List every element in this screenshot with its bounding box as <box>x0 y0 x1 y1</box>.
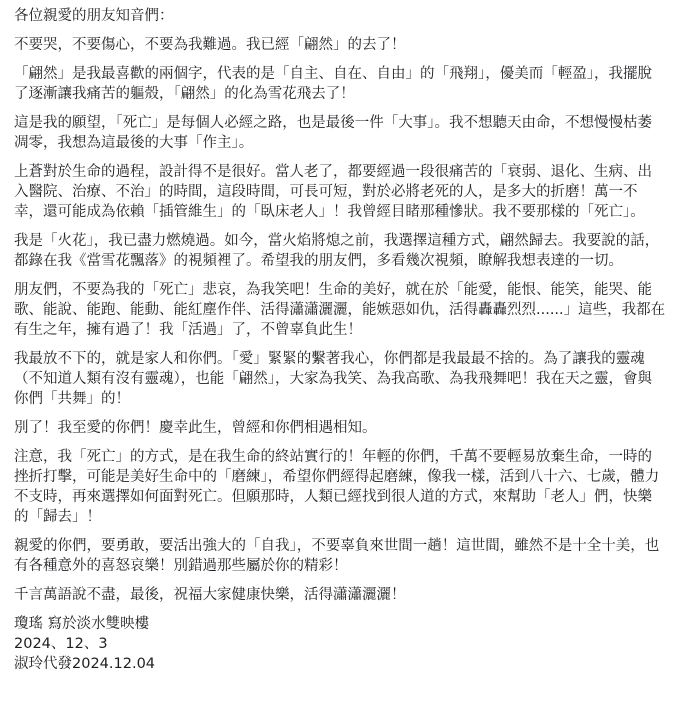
signature-author: 瓊瑤 寫於淡水雙映樓 <box>14 616 150 632</box>
post-greeting: 各位親愛的朋友知音們： <box>14 8 174 24</box>
signature-posted-by: 淑玲代發2024.12.04 <box>14 656 156 672</box>
post-paragraph: 朋友們，不要為我的「死亡」悲哀，為我笑吧！生命的美好，就在於「能愛，能恨、能笑，能哭、能歌、能說、能跑、能動、能紅塵作伴、活得瀟瀟灑灑，能嫉惡如仇，活得轟轟烈烈......」這些，我都在有生之年，擁有過了！我「活過」了，不曾辜負此生！ <box>14 282 666 338</box>
post-paragraph: 千言萬語說不盡，最後，祝福大家健康快樂，活得瀟瀟灑灑！ <box>14 587 406 603</box>
post-paragraph: 注意，我「死亡」的方式，是在我生命的終站實行的！年輕的你們，千萬不要輕易放棄生命，一時的挫折打擊，可能是美好生命中的「磨練」，希望你們經得起磨練，像我一樣，活到八十六、七歲，體力不支時，再來選擇如何面對死亡。但願那時，人類已經找到很人道的方式，來幫助「老人」們，快樂的「歸去」！ <box>14 449 660 525</box>
post-paragraph: 這是我的願望，「死亡」是每個人必經之路，也是最後一件「大事」。我不想聽天由命，不想慢慢枯萎凋零，我想為這最後的大事「作主」。 <box>14 115 652 151</box>
post-paragraph: 別了！我至愛的你們！慶幸此生，曾經和你們相遇相知。 <box>14 420 377 436</box>
signature-date: 2024、12、3 <box>14 636 108 652</box>
post-paragraph: 上蒼對於生命的過程，設計得不是很好。當人老了，都要經過一段很痛苦的「衰弱、退化、生病、出入醫院、治療、不治」的時間，這段時間，可長可短，對於必將老死的人，是多大的折磨！萬一不幸，還可能成為依賴「插管維生」的「臥床老人」！我曾經目睹那種慘狀。我不要那樣的「死亡」。 <box>14 164 652 220</box>
post-paragraph: 我是「火花」，我已盡力燃燒過。如今，當火焰將熄之前，我選擇這種方式，翩然歸去。我要說的話，都錄在我《當雪花飄落》的視頻裡了。希望我的朋友們，多看幾次視頻，瞭解我想表達的一切。 <box>14 233 660 269</box>
post-paragraph: 「翩然」是我最喜歡的兩個字，代表的是「自主、自在、自由」的「飛翔」，優美而「輕盈」，我擺脫了逐漸讓我痛苦的軀殼，「翩然」的化為雪花飛去了！ <box>14 66 652 102</box>
post-paragraph: 不要哭，不要傷心，不要為我難過。我已經「翩然」的去了！ <box>14 37 406 53</box>
post-paragraph: 親愛的你們，要勇敢，要活出強大的「自我」，不要辜負來世間一趟！這世間，雖然不是十全十美，也有各種意外的喜怒哀樂！別錯過那些屬於你的精彩！ <box>14 538 660 574</box>
post-paragraph: 我最放不下的，就是家人和你們。「愛」緊緊的繫著我心，你們都是我最最不捨的。為了讓我的靈魂（不知道人類有沒有靈魂），也能「翩然」，大家為我笑、為我高歌、為我飛舞吧！我在天之靈，會與你們「共舞」的！ <box>14 351 652 407</box>
